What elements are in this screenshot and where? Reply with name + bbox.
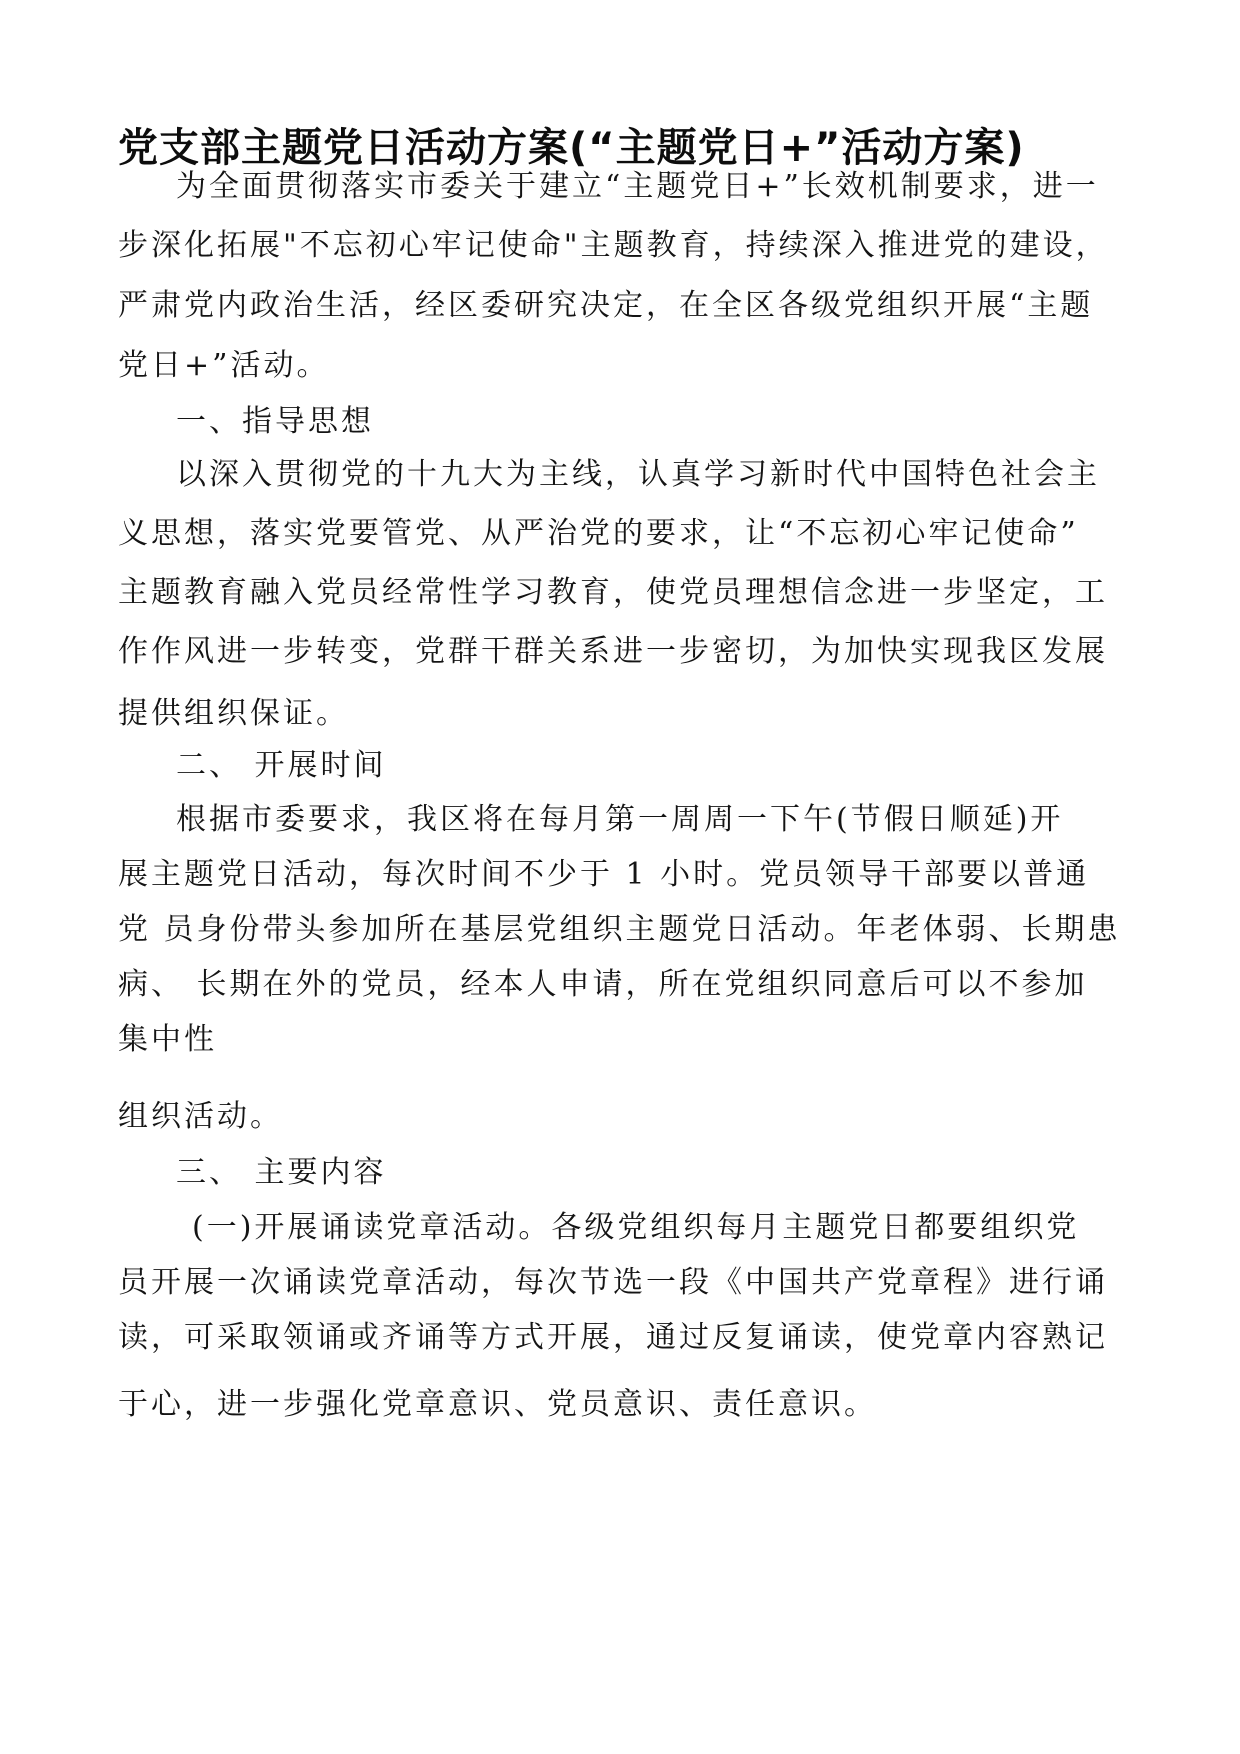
section-heading: 二、 开展时间 (176, 748, 387, 783)
paragraph-line: 展主题党日活动，每次时间不少于 1 小时。党员领导干部要以普通 (118, 857, 1090, 892)
paragraph-line: 主题教育融入党员经常性学习教育，使党员理想信念进一步坚定，工 (118, 575, 1108, 610)
paragraph-line: 于心，进一步强化党章意识、党员意识、责任意识。 (118, 1387, 877, 1422)
document-title: 党支部主题党日活动方案(“主题党日+”活动方案) (118, 125, 1025, 171)
paragraph-line: 为全面贯彻落实市委关于建立“主题党日+”长效机制要求，进一 (176, 169, 1099, 204)
section-heading: 三、 主要内容 (176, 1155, 387, 1190)
paragraph-line: 义思想，落实党要管党、从严治党的要求，让“不忘初心牢记使命” (118, 516, 1079, 551)
paragraph-line: 员开展一次诵读党章活动，每次节选一段《中国共产党章程》进行诵 (118, 1265, 1108, 1300)
paragraph-line: 读，可采取领诵或齐诵等方式开展，通过反复诵读，使党章内容熟记 (118, 1320, 1108, 1355)
paragraph-line: 组织活动。 (118, 1099, 283, 1134)
paragraph-line: 作作风进一步转变，党群干群关系进一步密切，为加快实现我区发展 (118, 634, 1108, 669)
paragraph-line: 步深化拓展"不忘初心牢记使命"主题教育，持续深入推进党的建设， (118, 228, 1109, 263)
paragraph-line: 党日+”活动。 (118, 348, 330, 383)
paragraph-line: 病、 长期在外的党员，经本人申请，所在党组织同意后可以不参加 (118, 967, 1088, 1002)
paragraph-line: 根据市委要求，我区将在每月第一周周一下午(节假日顺延)开 (176, 802, 1064, 837)
paragraph-line: 提供组织保证。 (118, 696, 349, 731)
paragraph-line: 严肃党内政治生活，经区委研究决定，在全区各级党组织开展“主题 (118, 288, 1094, 323)
paragraph-line: (一)开展诵读党章活动。各级党组织每月主题党日都要组织党 (192, 1210, 1080, 1245)
paragraph-line: 以深入贯彻党的十九大为主线，认真学习新时代中国特色社会主 (176, 457, 1100, 492)
paragraph-line: 集中性 (118, 1022, 217, 1057)
paragraph-line: 党 员身份带头参加所在基层党组织主题党日活动。年老体弱、长期患 (118, 912, 1121, 947)
section-heading: 一、指导思想 (176, 404, 374, 439)
